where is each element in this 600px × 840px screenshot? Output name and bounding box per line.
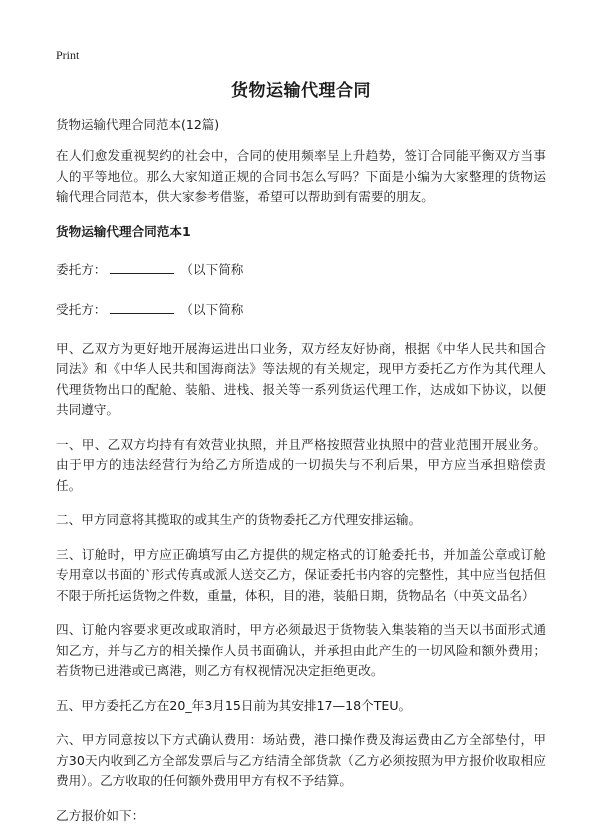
agent-blank: [110, 299, 174, 314]
client-suffix: （以下简称: [180, 261, 244, 277]
contract-clause-4: 四、订舱内容要求更改或取消时，甲方必须最迟于货物装入集装箱的当天以书面形式通知乙方，并与乙方的相关操作人员书面确认，并承担由此产生的一切风险和额外费用；若货物已进港或已离港，则乙方有权视情况决定拒绝更改。: [56, 622, 546, 678]
agent-label: 受托方：: [56, 301, 107, 317]
contract-clause-6: 六、甲方同意按以下方式确认费用：场站费，港口操作费及海运费由乙方全部垫付，甲方30天内收到乙方全部发票后与乙方结清全部货款（乙方必须按照为甲方报价收取相应费用）。乙方收取的任何额外费用甲方有权不予结算。: [56, 732, 546, 788]
client-label: 委托方：: [56, 261, 107, 277]
document-title: 货物运输代理合同: [231, 81, 371, 101]
intro-paragraph: 在人们愈发重视契约的社会中，合同的使用频率呈上升趋势，签订合同能平衡双方当事人的平等地位。那么大家知道正规的合同书怎么写吗？下面是小编为大家整理的货物运输代理合同范本，供大家参考借鉴，希望可以帮助到有需要的朋友。: [56, 148, 546, 204]
document-body: [56, 76, 546, 840]
client-field: [56, 259, 546, 280]
contract-clause-3: 三、订舱时，甲方应正确填写由乙方提供的规定格式的订舱委托书，并加盖公章或订舱专用章以书面的`形式传真或派人送交乙方，保证委托书内容的完整性，其中应当包括但不限于所托运货物之件数，重量，体积，目的港，装船日期，货物品名（中英文品名）: [56, 546, 546, 603]
agent-field: [56, 299, 546, 320]
client-blank: [110, 259, 174, 274]
agent-suffix: （以下简称: [180, 301, 244, 317]
contract-clause-1: 一、甲、乙双方均持有有效营业执照，并且严格按照营业执照中的营业范围开展业务。由于甲方的违法经营行为给乙方所造成的一切损失与不利后果，甲方应当承担赔偿责任。: [56, 436, 546, 493]
contract-clause-5: 五、甲方委托乙方在20_年3月15日前为其安排17—18个TEU。: [56, 697, 412, 713]
print-link[interactable]: Print: [56, 48, 80, 62]
quote-intro: 乙方报价如下：: [56, 807, 145, 823]
section-heading: 货物运输代理合同范本1: [56, 223, 191, 239]
contract-paragraph: 甲、乙双方为更好地开展海运进出口业务，双方经友好协商，根据《中华人民共和国合同法》和《中华人民共和国海商法》等法规的有关规定，现甲方委托乙方作为其代理人代理货物出口的配舱、装船、进栈、报关等一系列货运代理工作，达成如下协议，以便共同遵守。: [56, 340, 546, 417]
contract-clause-2: 二、甲方同意将其揽取的或其生产的货物委托乙方代理安排运输。: [56, 512, 422, 527]
document-subtitle: 货物运输代理合同范本(12篇): [56, 117, 220, 132]
